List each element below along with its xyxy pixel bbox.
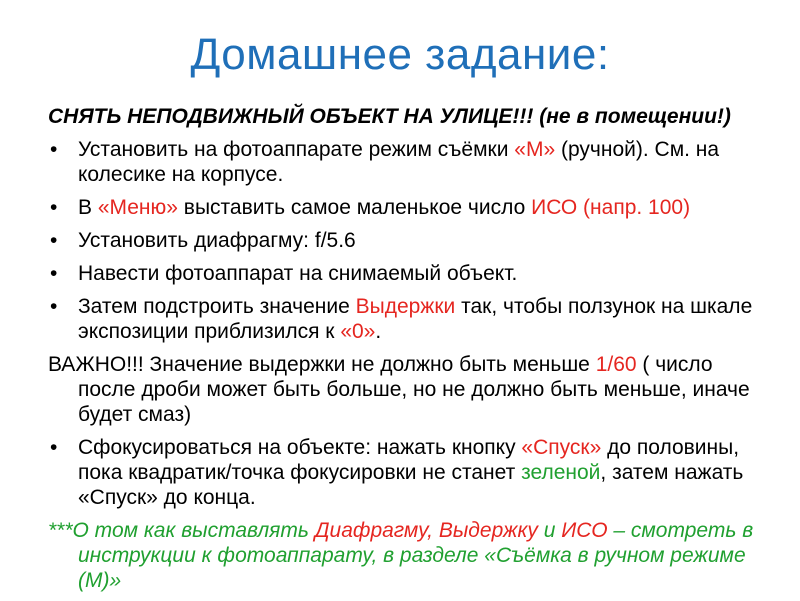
list-item xyxy=(48,294,756,344)
list-item-text xyxy=(78,229,356,252)
homework-content xyxy=(48,104,756,601)
text-run: В xyxy=(78,196,98,219)
text-run: до половины, пока квадратик/точка фокусировки не станет xyxy=(78,436,740,484)
text-run: «Меню» xyxy=(97,196,178,219)
important-note xyxy=(48,352,756,427)
text-run: Установить на фотоаппарате режим съёмки xyxy=(78,138,515,161)
bullet-marker: • xyxy=(50,262,58,285)
bullet-list xyxy=(48,137,756,344)
list-item-text xyxy=(78,196,690,219)
text-run: , затем нажать «Спуск» до конца. xyxy=(78,461,744,509)
text-run: Диафрагму, Выдержку xyxy=(314,519,538,542)
page-title: Домашнее задание: xyxy=(190,30,610,79)
text-run: (ручной). См. на колесике на корпусе. xyxy=(78,138,720,186)
list-item xyxy=(48,195,756,220)
intro-line: СНЯТЬ НЕПОДВИЖНЫЙ ОБЪЕКТ НА УЛИЦЕ!!! (не в помещении!) xyxy=(48,105,731,128)
text-run: Сфокусироваться на объекте: нажать кнопку xyxy=(78,436,522,459)
text-run: и xyxy=(537,519,562,542)
bullet-marker: • xyxy=(50,229,58,252)
focus-text xyxy=(78,436,743,509)
bullet-marker: • xyxy=(50,196,58,219)
text-run: ИСО (напр. 100) xyxy=(531,196,691,219)
manual-note xyxy=(48,518,756,593)
text-run: ВАЖНО!!! Значение выдержки не должно быть меньше xyxy=(48,353,596,376)
list-item xyxy=(48,261,756,286)
list-item-text xyxy=(78,138,719,186)
list-item xyxy=(48,137,756,187)
text-run: 1/60 xyxy=(595,353,637,376)
list-item xyxy=(48,228,756,253)
text-run: «0» xyxy=(340,320,376,343)
text-run: ( число после дроби может быть больше, но не должно быть меньше, иначе будет смаз) xyxy=(78,353,750,426)
text-run: зеленой xyxy=(521,461,601,484)
text-run: «Спуск» xyxy=(521,436,602,459)
text-run: Затем подстроить значение xyxy=(78,295,356,318)
text-run: «М» xyxy=(514,138,556,161)
text-run: Установить диафрагму: f/5.6 xyxy=(78,229,356,252)
bullet-marker: • xyxy=(50,436,58,459)
text-run: . xyxy=(375,320,382,343)
list-item-text xyxy=(78,295,752,343)
list-item-text xyxy=(78,262,517,285)
text-run: так, чтобы ползунок на шкале экспозиции приблизился к xyxy=(78,295,753,343)
text-run: – смотреть в инструкции к фотоаппарату, в разделе «Съёмка в ручном режиме (М)» xyxy=(78,519,754,592)
bullet-marker: • xyxy=(50,138,58,161)
text-run: ИСО xyxy=(561,519,608,542)
text-run: ***О том как выставлять xyxy=(48,519,315,542)
bullet-marker: • xyxy=(50,295,58,318)
focus-item xyxy=(48,435,756,510)
text-run: Навести фотоаппарат на снимаемый объект. xyxy=(78,262,518,285)
text-run: Выдержки xyxy=(355,295,456,318)
text-run: выставить самое маленькое число xyxy=(177,196,532,219)
